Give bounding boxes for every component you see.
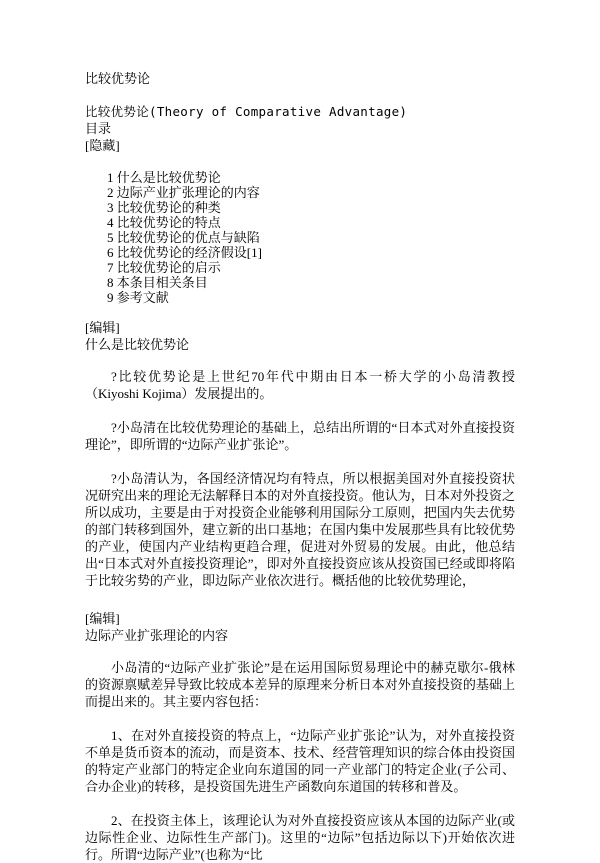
paragraph: 2、在投资主体上，该理论认为对外直接投资应该从本国的边际产业(或边际性企业、边际性生产部门)。这里的“边际”包括边际以下)开始依次进行。所谓“边际产业”(也称为“比 [85,813,515,862]
page-title: 比较优势论 [85,71,151,86]
toc-heading: 目录 [85,121,112,136]
toc-item-3[interactable]: 3 比较优势论的种类 [107,200,221,215]
paragraph: ?比较优势论是上世纪70年代中期由日本一桥大学的小岛清教授（Kiyoshi Kojima）发展提出的。 [85,369,515,401]
paragraph: 小岛清的“边际产业扩张论”是在运用国际贸易理论中的赫克歇尔-俄林的资源禀赋差异导致比较成本差异的原理来分析日本对外直接投资的基础上而提出来的。其主要内容包括： [85,660,515,709]
section-heading-2: 边际产业扩张理论的内容 [85,628,229,643]
toc-list [107,170,515,305]
article-subtitle: 比较优势论(Theory of Comparative Advantage) [85,104,408,119]
section-heading-1: 什么是比较优势论 [85,337,190,352]
toc-item-7[interactable]: 7 比较优势论的启示 [107,260,221,275]
toc-item-8[interactable]: 8 本条目相关条目 [107,275,208,290]
edit-link-1[interactable]: [编辑] [85,320,120,335]
paragraph: 1、在对外直接投资的特点上，“边际产业扩张论”认为，对外直接投资不单是货币资本的流动，而是资本、技术、经营管理知识的综合体由投资国的特定产业部门的特定企业向东道国的同一产业部门的特定企业(子公司、合办企业)的转移，是投资国先进生产函数向东道国的转移和普及。 [85,728,515,794]
toc-item-9[interactable]: 9 参考文献 [107,290,169,305]
toc-item-4[interactable]: 4 比较优势论的特点 [107,215,221,230]
table-of-contents [85,120,515,305]
edit-link-2[interactable]: [编辑] [85,611,120,626]
toc-item-5[interactable]: 5 比较优势论的优点与缺陷 [107,230,260,245]
toc-hide-link[interactable]: [隐藏] [85,138,120,153]
paragraph: ?小岛清在比较优势理论的基础上，总结出所谓的“日本式对外直接投资理论”，即所谓的“边际产业扩张论”。 [85,420,515,452]
toc-item-1[interactable]: 1 什么是比较优势论 [107,170,221,185]
paragraph: ?小岛清认为，各国经济情况均有特点，所以根据美国对外直接投资状况研究出来的理论无法解释日本的对外直接投资。他认为，日本对外投资之所以成功，主要是由于对投资企业能够利用国际分工原则，把国内失去优势的部门转移到国外，建立新的出口基地；在国内集中发展那些具有比较优势的产业，使国内产业结构更趋合理，促进对外贸易的发展。由此，他总结出“日本式对外直接投资理论”，即对外直接投资应该从投资国已经或即将陷于比较劣势的产业，即边际产业依次进行。概括他的比较优势理论， [85,471,515,588]
toc-item-6[interactable]: 6 比较优势论的经济假设[1] [107,245,262,260]
section-marginal-industry-expansion [85,610,515,863]
toc-item-2[interactable]: 2 边际产业扩张理论的内容 [107,185,260,200]
section-what-is-comparative-advantage [85,319,515,589]
